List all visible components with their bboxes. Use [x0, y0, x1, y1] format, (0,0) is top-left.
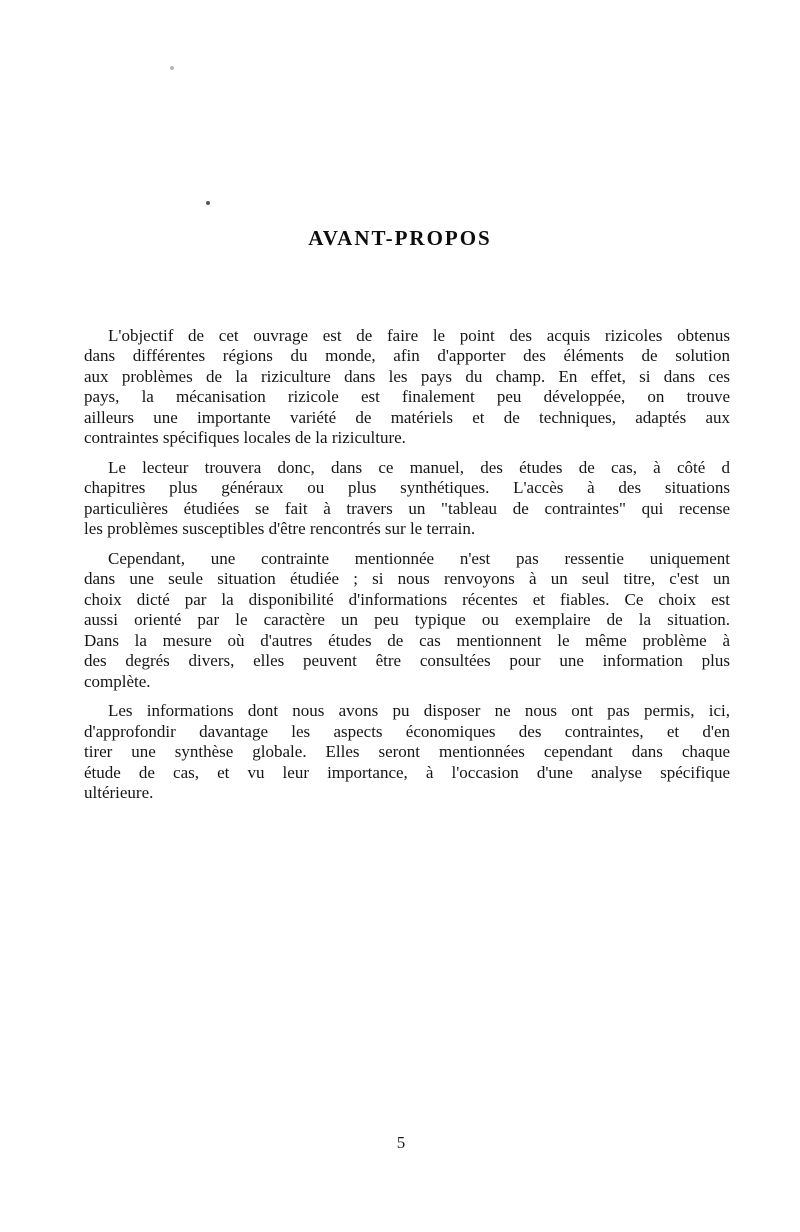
- text-line: choix dicté par la disponibilité d'informations récentes et fiables. Ce choix est: [84, 589, 730, 609]
- text-line: ultérieure.: [84, 783, 154, 803]
- text-line: d'approfondir davantage les aspects économiques des contraintes, et d'en: [84, 721, 730, 741]
- page-number: 5: [396, 1133, 406, 1152]
- text-line: étude de cas, et vu leur importance, à l'occasion d'une analyse spécifique: [84, 762, 730, 782]
- text-line: Cependant, une contrainte mentionnée n'est pas ressentie uniquement: [108, 549, 730, 569]
- paragraph-3: [84, 549, 730, 692]
- text-line: pays, la mécanisation rizicole est finalement peu développée, on trouve: [84, 387, 730, 407]
- scan-speck-icon: [170, 66, 174, 70]
- text-line: Dans la mesure où d'autres études de cas mentionnent le même problème à: [84, 630, 730, 650]
- text-line: tirer une synthèse globale. Elles seront mentionnées cependant dans chaque: [84, 742, 730, 762]
- body-text: [84, 326, 730, 813]
- text-line: particulières étudiées se fait à travers un "tableau de contraintes" qui recense: [84, 498, 730, 518]
- text-line: L'objectif de cet ouvrage est de faire le point des acquis rizicoles obtenus: [108, 326, 730, 345]
- text-line: des degrés divers, elles peuvent être consultées pour une information plus: [84, 651, 730, 671]
- text-line: aussi orienté par le caractère un peu typique ou exemplaire de la situation.: [84, 610, 730, 630]
- text-line: les problèmes susceptibles d'être rencontrés sur le terrain.: [84, 519, 476, 539]
- text-line: dans différentes régions du monde, afin d'apporter des éléments de solution: [84, 346, 730, 366]
- scan-speck-icon: [206, 201, 210, 205]
- text-line: Le lecteur trouvera donc, dans ce manuel, des études de cas, à côté d: [108, 457, 730, 477]
- text-line: contraintes spécifiques locales de la riziculture.: [84, 428, 406, 448]
- text-line: Les informations dont nous avons pu disposer ne nous ont pas permis, ici,: [108, 701, 730, 721]
- text-line: dans une seule situation étudiée ; si nous renvoyons à un seul titre, c'est un: [84, 569, 730, 589]
- text-line: ailleurs une importante variété de matériels et de techniques, adaptés aux: [84, 407, 730, 427]
- text-line: chapitres plus généraux ou plus synthétiques. L'accès à des situations: [84, 478, 730, 498]
- text-line: complète.: [84, 671, 151, 691]
- text-line: aux problèmes de la riziculture dans les pays du champ. En effet, si dans ces: [84, 366, 730, 386]
- page-title: AVANT-PROPOS: [308, 226, 492, 250]
- paragraph-1: [84, 326, 730, 448]
- paragraph-4: [84, 701, 730, 803]
- paragraph-2: [84, 458, 730, 540]
